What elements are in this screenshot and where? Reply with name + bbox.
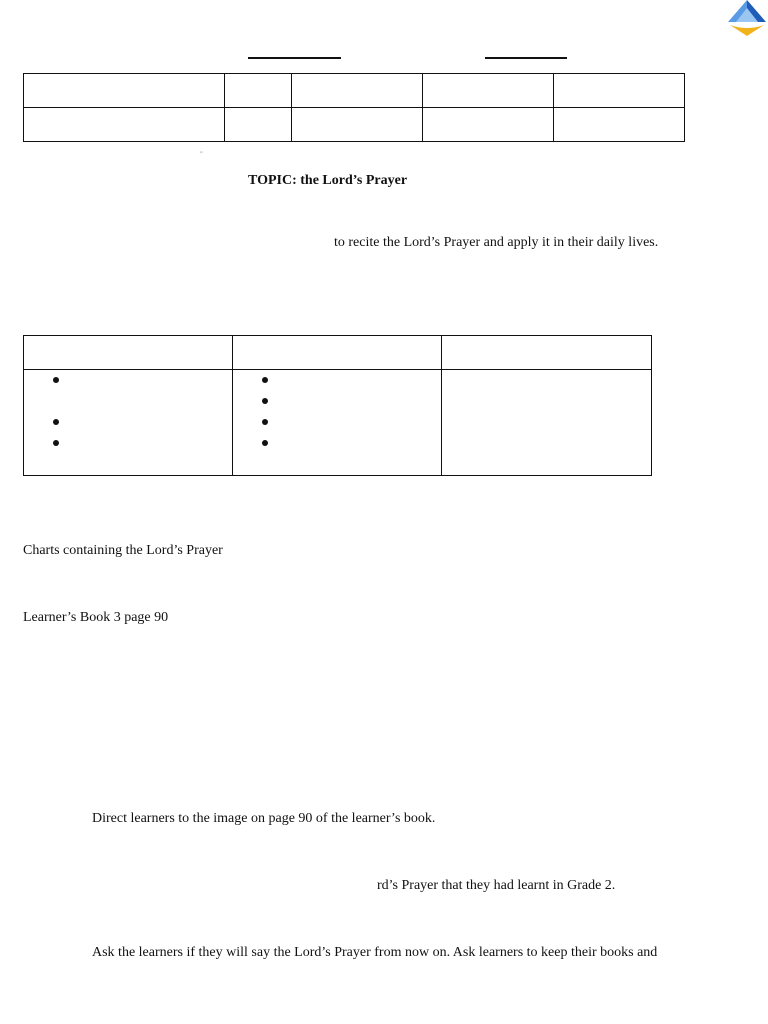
diamond-logo-icon xyxy=(726,0,768,38)
bullet-list xyxy=(233,370,441,454)
header-rule-left xyxy=(248,57,341,59)
header-cell xyxy=(24,108,225,142)
header-cell xyxy=(225,74,292,108)
bullet-icon xyxy=(53,419,59,425)
list-item xyxy=(233,412,441,433)
list-item xyxy=(24,433,232,454)
header-cell xyxy=(292,74,423,108)
competency-column xyxy=(442,370,652,476)
bullet-icon xyxy=(53,377,59,383)
bullet-icon xyxy=(262,440,268,446)
list-item xyxy=(24,412,232,433)
header-cell xyxy=(423,108,554,142)
header-cell xyxy=(554,74,685,108)
bullet-list xyxy=(24,370,232,454)
header-cell xyxy=(24,74,225,108)
list-item xyxy=(233,391,441,412)
header-rule-right xyxy=(485,57,567,59)
header-cell xyxy=(554,108,685,142)
header-cell xyxy=(225,108,292,142)
topic-heading: TOPIC: the Lord’s Prayer xyxy=(248,173,408,188)
list-item xyxy=(233,433,441,454)
header-cell xyxy=(423,74,554,108)
bullet-icon xyxy=(53,440,59,446)
competency-header-cell xyxy=(233,336,442,370)
competency-header-cell xyxy=(24,336,233,370)
competency-table xyxy=(23,335,652,476)
bullet-icon xyxy=(53,398,59,404)
resource-book: Learner’s Book 3 page 90 xyxy=(23,610,169,625)
bullet-icon xyxy=(262,398,268,404)
resource-charts: Charts containing the Lord’s Prayer xyxy=(23,543,223,558)
step-direct: Direct learners to the image on page 90 of the learner’s book. xyxy=(92,811,436,826)
stray-mark: ¨ xyxy=(200,150,203,159)
competency-header-cell xyxy=(442,336,652,370)
header-cell xyxy=(292,108,423,142)
competency-column xyxy=(24,370,233,476)
bullet-icon xyxy=(262,419,268,425)
step-prayer: rd’s Prayer that they had learnt in Grade 2. xyxy=(377,878,616,893)
list-item xyxy=(233,370,441,391)
competency-column xyxy=(233,370,442,476)
header-info-table xyxy=(23,73,685,142)
list-item xyxy=(24,370,232,391)
objective-text: to recite the Lord’s Prayer and apply it in their daily lives. xyxy=(334,235,659,250)
list-item xyxy=(24,391,232,412)
step-ask: Ask the learners if they will say the Lord’s Prayer from now on. Ask learners to keep their books and xyxy=(92,945,658,960)
bullet-icon xyxy=(262,377,268,383)
